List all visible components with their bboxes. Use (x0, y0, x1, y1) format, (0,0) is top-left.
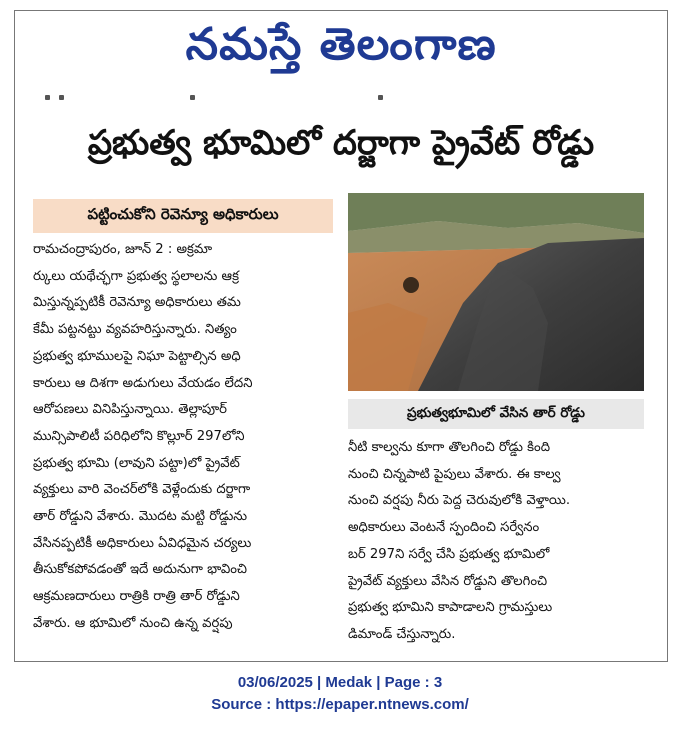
body-line: ఆరోపణలు వినిపిస్తున్నాయి. తెల్లాపూర్ (33, 402, 227, 418)
body-line: నుంచి చిన్నపాటి పైపులు వేశారు. ఈ కాల్వ (348, 466, 561, 482)
subheading-text: పట్టించుకోని రెవెన్యూ అధికారులు (87, 205, 279, 223)
body-line: తీసుకోకపోవడంతో ఇదే అదునుగా భావించి (33, 562, 248, 578)
body-line: ప్రైవేట్ వ్యక్తులు వేసిన రోడ్డుని తొలగించి (348, 573, 548, 589)
clip-marks-top (15, 95, 667, 101)
road-photo-icon (348, 193, 644, 391)
footer-source: Source : https://epaper.ntnews.com/ (211, 696, 469, 713)
article-headline: ప్రభుత్వ భూమిలో దర్జాగా ప్రైవేట్ రోడ్డు (87, 123, 595, 163)
clip-marks-bottom (15, 653, 667, 661)
body-line: మున్సిపాలిటీ పరిధిలోని కొల్లూర్ 297లోని (33, 428, 245, 444)
body-line: ర్కులు యథేచ్ఛగా ప్రభుత్వ స్థలాలను ఆక్ర (33, 268, 239, 284)
photo-caption-text: ప్రభుత్వభూమిలో వేసిన తార్ రోడ్డు (407, 404, 585, 421)
body-line: తార్ రోడ్డుని వేశారు. మొదట మట్టి రోడ్డును (33, 509, 248, 525)
body-line: బర్ 297ని సర్వే చేసి ప్రభుత్వ భూమిలో (348, 546, 550, 562)
body-line: ఆక్రమణదారులు రాత్రికి రాత్రి తార్ రోడ్డుని (33, 589, 240, 605)
body-line: డిమాండ్ చేస్తున్నారు. (348, 626, 456, 642)
article-subheading (33, 199, 333, 233)
body-line: కేమీ పట్టనట్టు వ్యవహరిస్తున్నారు. నిత్యం (33, 322, 237, 338)
footer-date-edition: 03/06/2025 | Medak | Page : 3 (237, 674, 443, 691)
photo-caption (348, 399, 644, 429)
newspaper-clipping (14, 10, 668, 662)
body-line: వేసినప్పటికీ అధికారులు ఏవిధమైన చర్యలు (33, 535, 252, 551)
body-line: అధికారులు వెంటనే స్పందించి సర్వేనం (348, 520, 540, 536)
body-line: నీటి కాల్వను కూగా తొలగించి రోడ్డు కింది (348, 440, 551, 455)
body-line: వేశారు. ఆ భూమిలో నుంచి ఉన్న వర్షపు (33, 615, 233, 631)
footer (0, 672, 680, 716)
article-photo (348, 193, 644, 391)
body-line: మిస్తున్నప్పటికీ రెవెన్యూ అధికారులు తమ (33, 295, 241, 311)
masthead-title: నమస్తే తెలంగాణ (185, 19, 497, 70)
body-line: నుంచి వర్షపు నీరు పెద్ద చెరువులోకి వెళ్తాయి. (348, 493, 571, 509)
article-body-right (348, 435, 644, 655)
body-line: వ్యక్తులు వారి వెంచర్‌లోకి వెళ్లేందుకు దర్జాగా (33, 482, 251, 498)
body-line: ప్రభుత్వ భూమిని కాపాడాలని గ్రామస్తులు (348, 600, 553, 616)
article-body-left (33, 237, 335, 657)
body-line: రామచంద్రాపురం, జూన్ 2 : అక్రమా (33, 242, 213, 257)
body-line: ప్రభుత్వ భూములపై నిఘా పెట్టాల్సిన అధి (33, 348, 241, 364)
body-line: ప్రభుత్వ భూమి (లావుని పట్టా)లో ప్రైవేట్ (33, 455, 240, 471)
body-line: కారులు ఆ దిశగా అడుగులు వేయడం లేదని (33, 375, 253, 391)
masthead (15, 11, 667, 89)
